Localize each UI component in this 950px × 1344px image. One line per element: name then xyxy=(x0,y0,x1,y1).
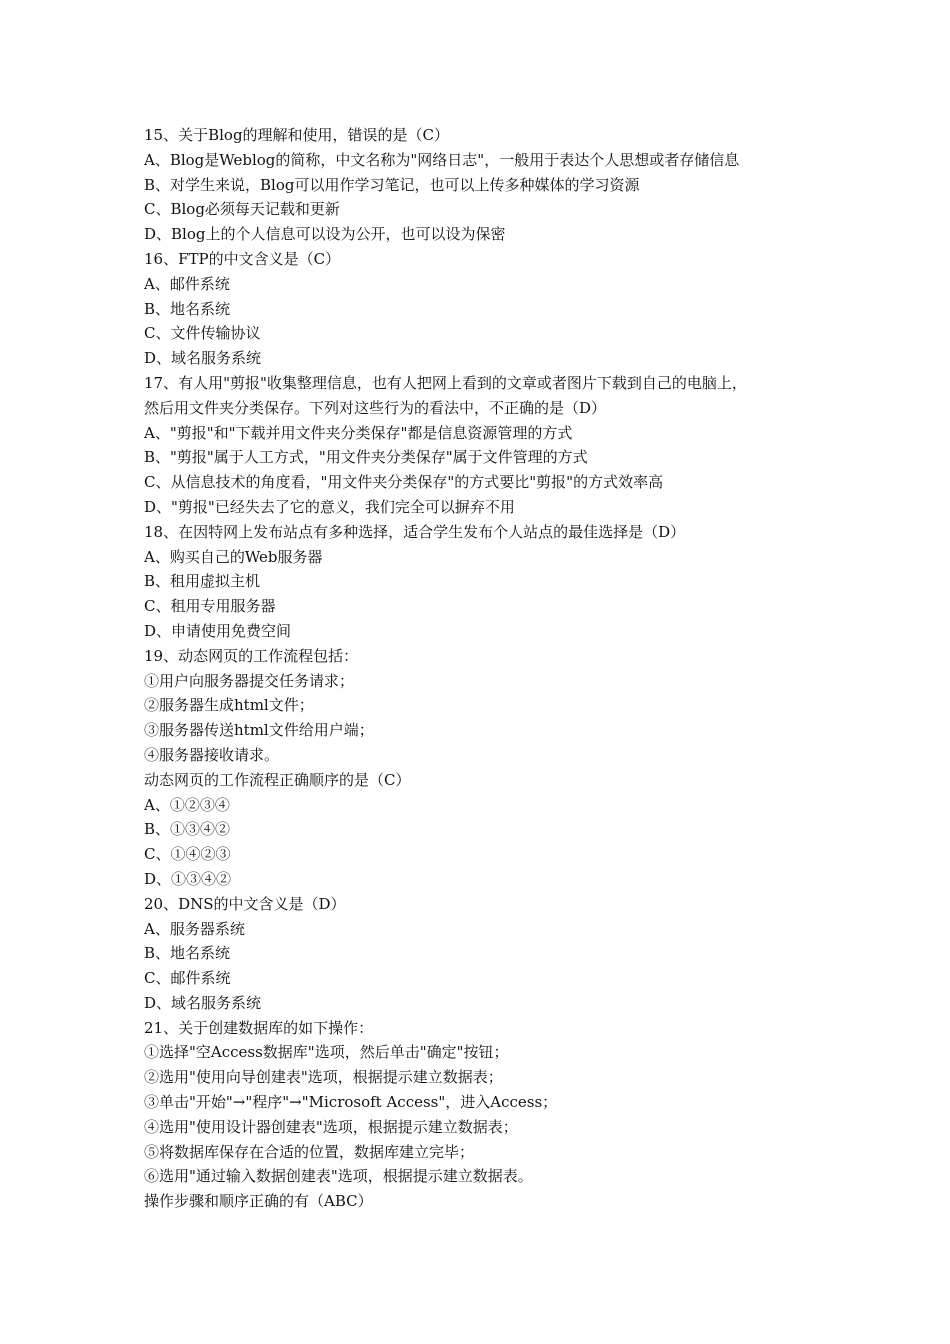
question-19-step-4: ④服务器接收请求。 xyxy=(144,745,280,764)
question-21-stem: 21、关于创建数据库的如下操作： xyxy=(144,1018,374,1037)
question-17-stem-line-1: 17、有人用"剪报"收集整理信息，也有人把网上看到的文章或者图片下载到自己的电脑上， xyxy=(144,373,747,392)
question-15-option-b: B、对学生来说，Blog可以用作学习笔记，也可以上传多种媒体的学习资源 xyxy=(144,175,640,194)
question-20-option-b: B、地名系统 xyxy=(144,944,231,963)
question-17-option-c: C、从信息技术的角度看，"用文件夹分类保存"的方式要比"剪报"的方式效率高 xyxy=(144,473,664,492)
question-20-stem: 20、DNS的中文含义是（D） xyxy=(144,894,346,913)
question-17-option-b: B、"剪报"属于人工方式，"用文件夹分类保存"属于文件管理的方式 xyxy=(144,448,588,467)
question-16-option-d: D、域名服务系统 xyxy=(144,349,262,368)
document-body xyxy=(144,123,844,1214)
question-17-stem-line-2: 然后用文件夹分类保存。下列对这些行为的看法中，不正确的是（D） xyxy=(144,398,607,417)
question-21-step-6: ⑥选用"通过输入数据创建表"选项，根据提示建立数据表。 xyxy=(144,1167,533,1186)
question-15-option-a: A、Blog是Weblog的简称，中文名称为"网络日志"，一般用于表达个人思想或者存储信息 xyxy=(144,150,740,169)
question-21-step-2: ②选用"使用向导创建表"选项，根据提示建立数据表； xyxy=(144,1068,503,1087)
question-19-prompt: 动态网页的工作流程正确顺序的是（C） xyxy=(144,770,411,789)
question-19-option-d: D、①③④② xyxy=(144,869,232,888)
question-18-option-d: D、申请使用免费空间 xyxy=(144,621,292,640)
question-20-option-a: A、服务器系统 xyxy=(144,919,245,938)
question-19-option-b: B、①③④② xyxy=(144,820,231,839)
question-16-option-c: C、文件传输协议 xyxy=(144,324,261,343)
question-15-option-d: D、Blog上的个人信息可以设为公开，也可以设为保密 xyxy=(144,225,506,244)
question-21-step-5: ⑤将数据库保存在合适的位置，数据库建立完毕； xyxy=(144,1142,475,1161)
question-19-step-3: ③服务器传送html文件给用户端； xyxy=(144,721,374,740)
question-21-step-3: ③单击"开始"→"程序"→"Microsoft Access"，进入Access； xyxy=(144,1093,558,1112)
question-21-prompt: 操作步骤和顺序正确的有（ABC） xyxy=(144,1192,373,1211)
question-21-step-4: ④选用"使用设计器创建表"选项，根据提示建立数据表； xyxy=(144,1117,518,1136)
question-16-option-b: B、地名系统 xyxy=(144,299,231,318)
question-19-step-2: ②服务器生成html文件； xyxy=(144,696,314,715)
question-16-option-a: A、邮件系统 xyxy=(144,274,230,293)
question-19-option-c: C、①④②③ xyxy=(144,845,231,864)
question-15-option-c: C、Blog必须每天记载和更新 xyxy=(144,200,340,219)
question-20-option-c: C、邮件系统 xyxy=(144,969,231,988)
question-17-option-a: A、"剪报"和"下载并用文件夹分类保存"都是信息资源管理的方式 xyxy=(144,423,573,442)
question-19-option-a: A、①②③④ xyxy=(144,795,230,814)
question-18-option-a: A、购买自己的Web服务器 xyxy=(144,547,323,566)
question-19-step-1: ①用户向服务器提交任务请求； xyxy=(144,671,355,690)
question-21-step-1: ①选择"空Access数据库"选项，然后单击"确定"按钮； xyxy=(144,1043,509,1062)
question-18-option-b: B、租用虚拟主机 xyxy=(144,572,261,591)
question-18-stem: 18、在因特网上发布站点有多种选择，适合学生发布个人站点的最佳选择是（D） xyxy=(144,522,686,541)
question-18-option-c: C、租用专用服务器 xyxy=(144,597,276,616)
question-17-option-d: D、"剪报"已经失去了它的意义，我们完全可以摒弃不用 xyxy=(144,497,515,516)
question-16-stem: 16、FTP的中文含义是（C） xyxy=(144,249,341,268)
question-15-stem: 15、关于Blog的理解和使用，错误的是（C） xyxy=(144,126,450,144)
question-20-option-d: D、域名服务系统 xyxy=(144,993,262,1012)
question-19-stem: 19、动态网页的工作流程包括： xyxy=(144,646,359,665)
